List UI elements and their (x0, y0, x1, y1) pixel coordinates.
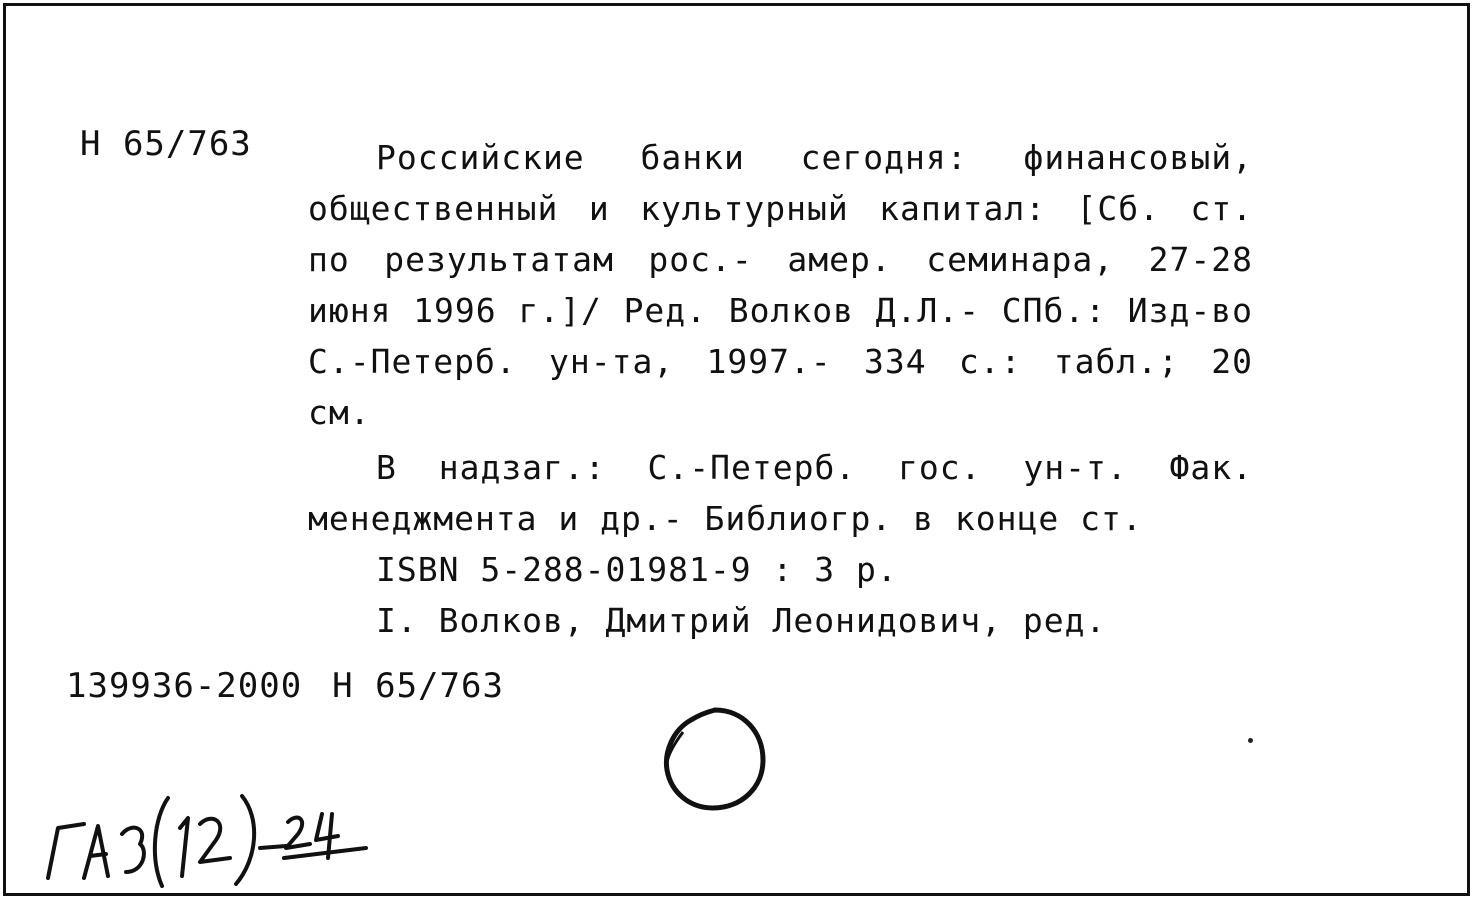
inventory-shelf-mark: Н 65/763 (332, 666, 504, 706)
title-paragraph: Российские банки сегодня: финансовый, общественный и культурный капитал: [Сб. ст. по результатам рос.- амер. семинара, 27-28 июня 1996 г.]/ Ред. Волков Д.Л.- СПб.: Изд-во С.-Петерб. ун-та, 1997.- 334 с.: табл.; 20 см. (308, 138, 1253, 432)
isbn-line: ISBN 5-288-01981-9 : 3 р. (376, 550, 898, 589)
added-entry: I. Волков, Дмитрий Леонидович, ред. (376, 601, 1107, 640)
inventory-line (66, 666, 504, 706)
note-paragraph: В надзаг.: С.-Петерб. гос. ун-т. Фак. менеджмента и др.- Библиогр. в конце ст. (308, 448, 1253, 538)
bibliographic-description (308, 132, 1253, 646)
circle-stamp-icon (655, 702, 775, 817)
ink-speck (1248, 738, 1253, 743)
handwritten-note (36, 778, 376, 888)
inventory-number: 139936-2000 (66, 666, 303, 706)
shelf-mark: Н 65/763 (80, 124, 252, 164)
